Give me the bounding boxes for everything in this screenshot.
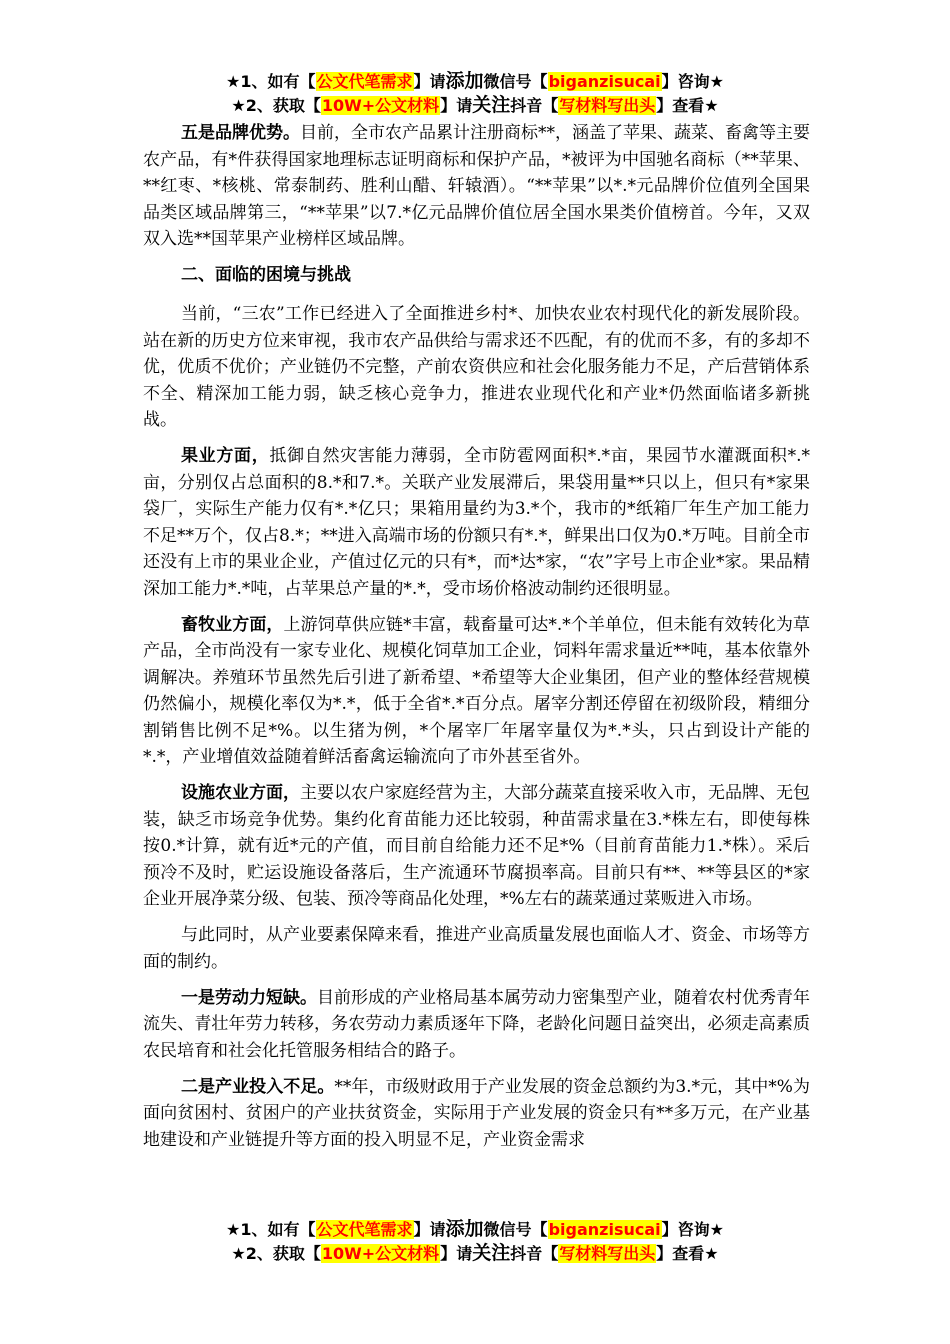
paragraph-text: 当前，“三农”工作已经进入了全面推进乡村*、加快农业农村现代化的新发展阶段。站在新的历史方位来审视，我市农产品供给与需求还不匹配，有的优而不多，有的多却不优，优质不优价；产业链仍不完整，产前农资供应和社会化服务能力不足，产后营销体系不全、精深加工能力弱，缺乏核心竞争力，推进农业现代化和产业*仍然面临诸多新挑战。 xyxy=(143,304,810,430)
section-heading: 二、面临的困境与挑战 xyxy=(181,265,351,285)
document-body xyxy=(143,120,810,1163)
banner-emphasis: 添加 xyxy=(445,1218,484,1240)
banner-highlight: 写材料写出头 xyxy=(559,96,656,115)
banner-text: 抖音【 xyxy=(510,96,559,115)
banner-text: 微信号【 xyxy=(483,1220,548,1239)
bottom-banner-line-2 xyxy=(0,1242,950,1265)
banner-text: 微信号【 xyxy=(483,72,548,91)
paragraph-intro xyxy=(143,301,810,434)
paragraph-text: 主要以农户家庭经营为主，大部分蔬菜直接采收入市，无品牌、无包装，缺乏市场竞争优势。集约化育苗能力还比较弱，种苗需求量在3.*株左右，即使每株按0.*计算，就有近*元的产值，而目前自给能力还不足*%（目前育苗能力1.*株）。采后预冷不及时，贮运设施设备落后，生产流通环节腐损率高。目前只有**、**等县区的*家企业开展净菜分级、包装、预冷等商品化处理，*%左右的蔬菜通过菜贩进入市场。 xyxy=(143,783,810,909)
banner-emphasis: 关注 xyxy=(472,1242,511,1264)
paragraph-lead: 果业方面， xyxy=(181,446,270,466)
paragraph-factors xyxy=(143,922,810,975)
banner-highlight: biganzisucai xyxy=(548,1220,661,1239)
banner-highlight: biganzisucai xyxy=(548,72,661,91)
paragraph-text: 抵御自然灾害能力薄弱，全市防雹网面积*.*亩，果园节水灌溉面积*.*亩，分别仅占总面积的8.*和7.*。关联产业发展滞后，果袋用量**只以上，但只有*家果袋厂，实际生产能力仅有*.*亿只；果箱用量约为3.*个，我市的*纸箱厂年生产加工能力不足**万个，仅占8.*；**进入高端市场的份额只有*.*，鲜果出口仅为0.*万吨。目前全市还没有上市的果业企业，产值过亿元的只有*，而*达*家，“农”字号上市企业*家。果品精深加工能力*.*吨，占苹果总产量的*.*，受市场价格波动制约还很明显。 xyxy=(143,446,811,599)
paragraph-text: 目前，全市农产品累计注册商标**，涵盖了苹果、蔬菜、畜禽等主要农产品，有*件获得国家地理标志证明商标和保护产品，*被评为中国驰名商标（**苹果、**红枣、*核桃、常泰制药、胜利山醋、轩辕酒）。“**苹果”以*.*元品牌价位值列全国果品类区域品牌第三，“**苹果”以7.*亿元品牌价值位居全国水果类价值榜首。今年，又双双入选**国苹果产业榜样区域品牌。 xyxy=(143,123,810,249)
banner-text: 】咨询★ xyxy=(661,72,724,91)
paragraph-lead: 一是劳动力短缺。 xyxy=(181,987,317,1008)
banner-text: 抖音【 xyxy=(510,1244,559,1263)
banner-text: 】查看★ xyxy=(656,96,719,115)
banner-highlight: 公文代笔需求 xyxy=(316,1220,413,1239)
bottom-banner-line-1 xyxy=(0,1218,950,1241)
paragraph-lead: 设施农业方面， xyxy=(181,783,300,803)
paragraph-facility-agriculture xyxy=(143,780,810,913)
banner-text: 】请 xyxy=(440,96,473,115)
paragraph-lead: 畜牧业方面， xyxy=(181,614,284,635)
banner-text: 】请 xyxy=(440,1244,473,1263)
banner-emphasis: 添加 xyxy=(445,70,484,92)
paragraph-fruit xyxy=(143,443,810,602)
paragraph-text: **年，市级财政用于产业发展的资金总额约为3.*元，其中*%为面向贫困村、贫困户的产业扶贫资金，实际用于产业发展的资金只有**多万元，在产业基地建设和产业链提升等方面的投入明显不足，产业资金需求 xyxy=(143,1076,811,1150)
banner-highlight: 10W+公文材料 xyxy=(321,1244,440,1263)
paragraph-brand-advantage xyxy=(143,120,810,253)
banner-text: ★2、获取【 xyxy=(231,96,321,115)
banner-text: 】请 xyxy=(413,1220,446,1239)
top-banner-line-1 xyxy=(0,70,950,93)
banner-text: 】咨询★ xyxy=(661,1220,724,1239)
paragraph-investment xyxy=(143,1074,810,1154)
banner-highlight: 10W+公文材料 xyxy=(321,96,440,115)
banner-text: 】查看★ xyxy=(656,1244,719,1263)
paragraph-lead: 二是产业投入不足。 xyxy=(181,1076,335,1097)
paragraph-labor-shortage xyxy=(143,985,810,1065)
paragraph-lead: 五是品牌优势。 xyxy=(181,123,300,143)
banner-text: 】请 xyxy=(413,72,446,91)
banner-text: ★1、如有【 xyxy=(226,1220,316,1239)
paragraph-text: 上游饲草供应链*丰富，载畜量可达*.*个羊单位，但未能有效转化为草产品，全市尚没有一家专业化、规模化饲草加工企业，饲料年需求量近**吨，基本依靠外调解决。养殖环节虽然先后引进了新希望、*希望等大企业集团，但产业的整体经营规模仍然偏小，规模化率仅为*.*，低于全省*.*百分点。屠宰分割还停留在初级阶段，精细分割销售比例不足*%。以生猪为例，*个屠宰厂年屠宰量仅为*.*头，只占到设计产能的*.*，产业增值效益随着鲜活畜禽运输流向了市外甚至省外。 xyxy=(143,614,810,767)
banner-text: ★1、如有【 xyxy=(226,72,316,91)
paragraph-livestock xyxy=(143,612,810,771)
paragraph-text: 与此同时，从产业要素保障来看，推进产业高质量发展也面临人才、资金、市场等方面的制约。 xyxy=(143,925,810,972)
banner-highlight: 写材料写出头 xyxy=(559,1244,656,1263)
top-banner-line-2 xyxy=(0,94,950,117)
paragraph-text: 目前形成的产业格局基本属劳动力密集型产业，随着农村优秀青年流失、青壮年劳力转移，务农劳动力素质逐年下降，老龄化问题日益突出，必须走高素质农民培育和社会化托管服务相结合的路子。 xyxy=(143,987,810,1061)
banner-highlight: 公文代笔需求 xyxy=(316,72,413,91)
banner-text: ★2、获取【 xyxy=(231,1244,321,1263)
banner-emphasis: 关注 xyxy=(472,94,511,116)
